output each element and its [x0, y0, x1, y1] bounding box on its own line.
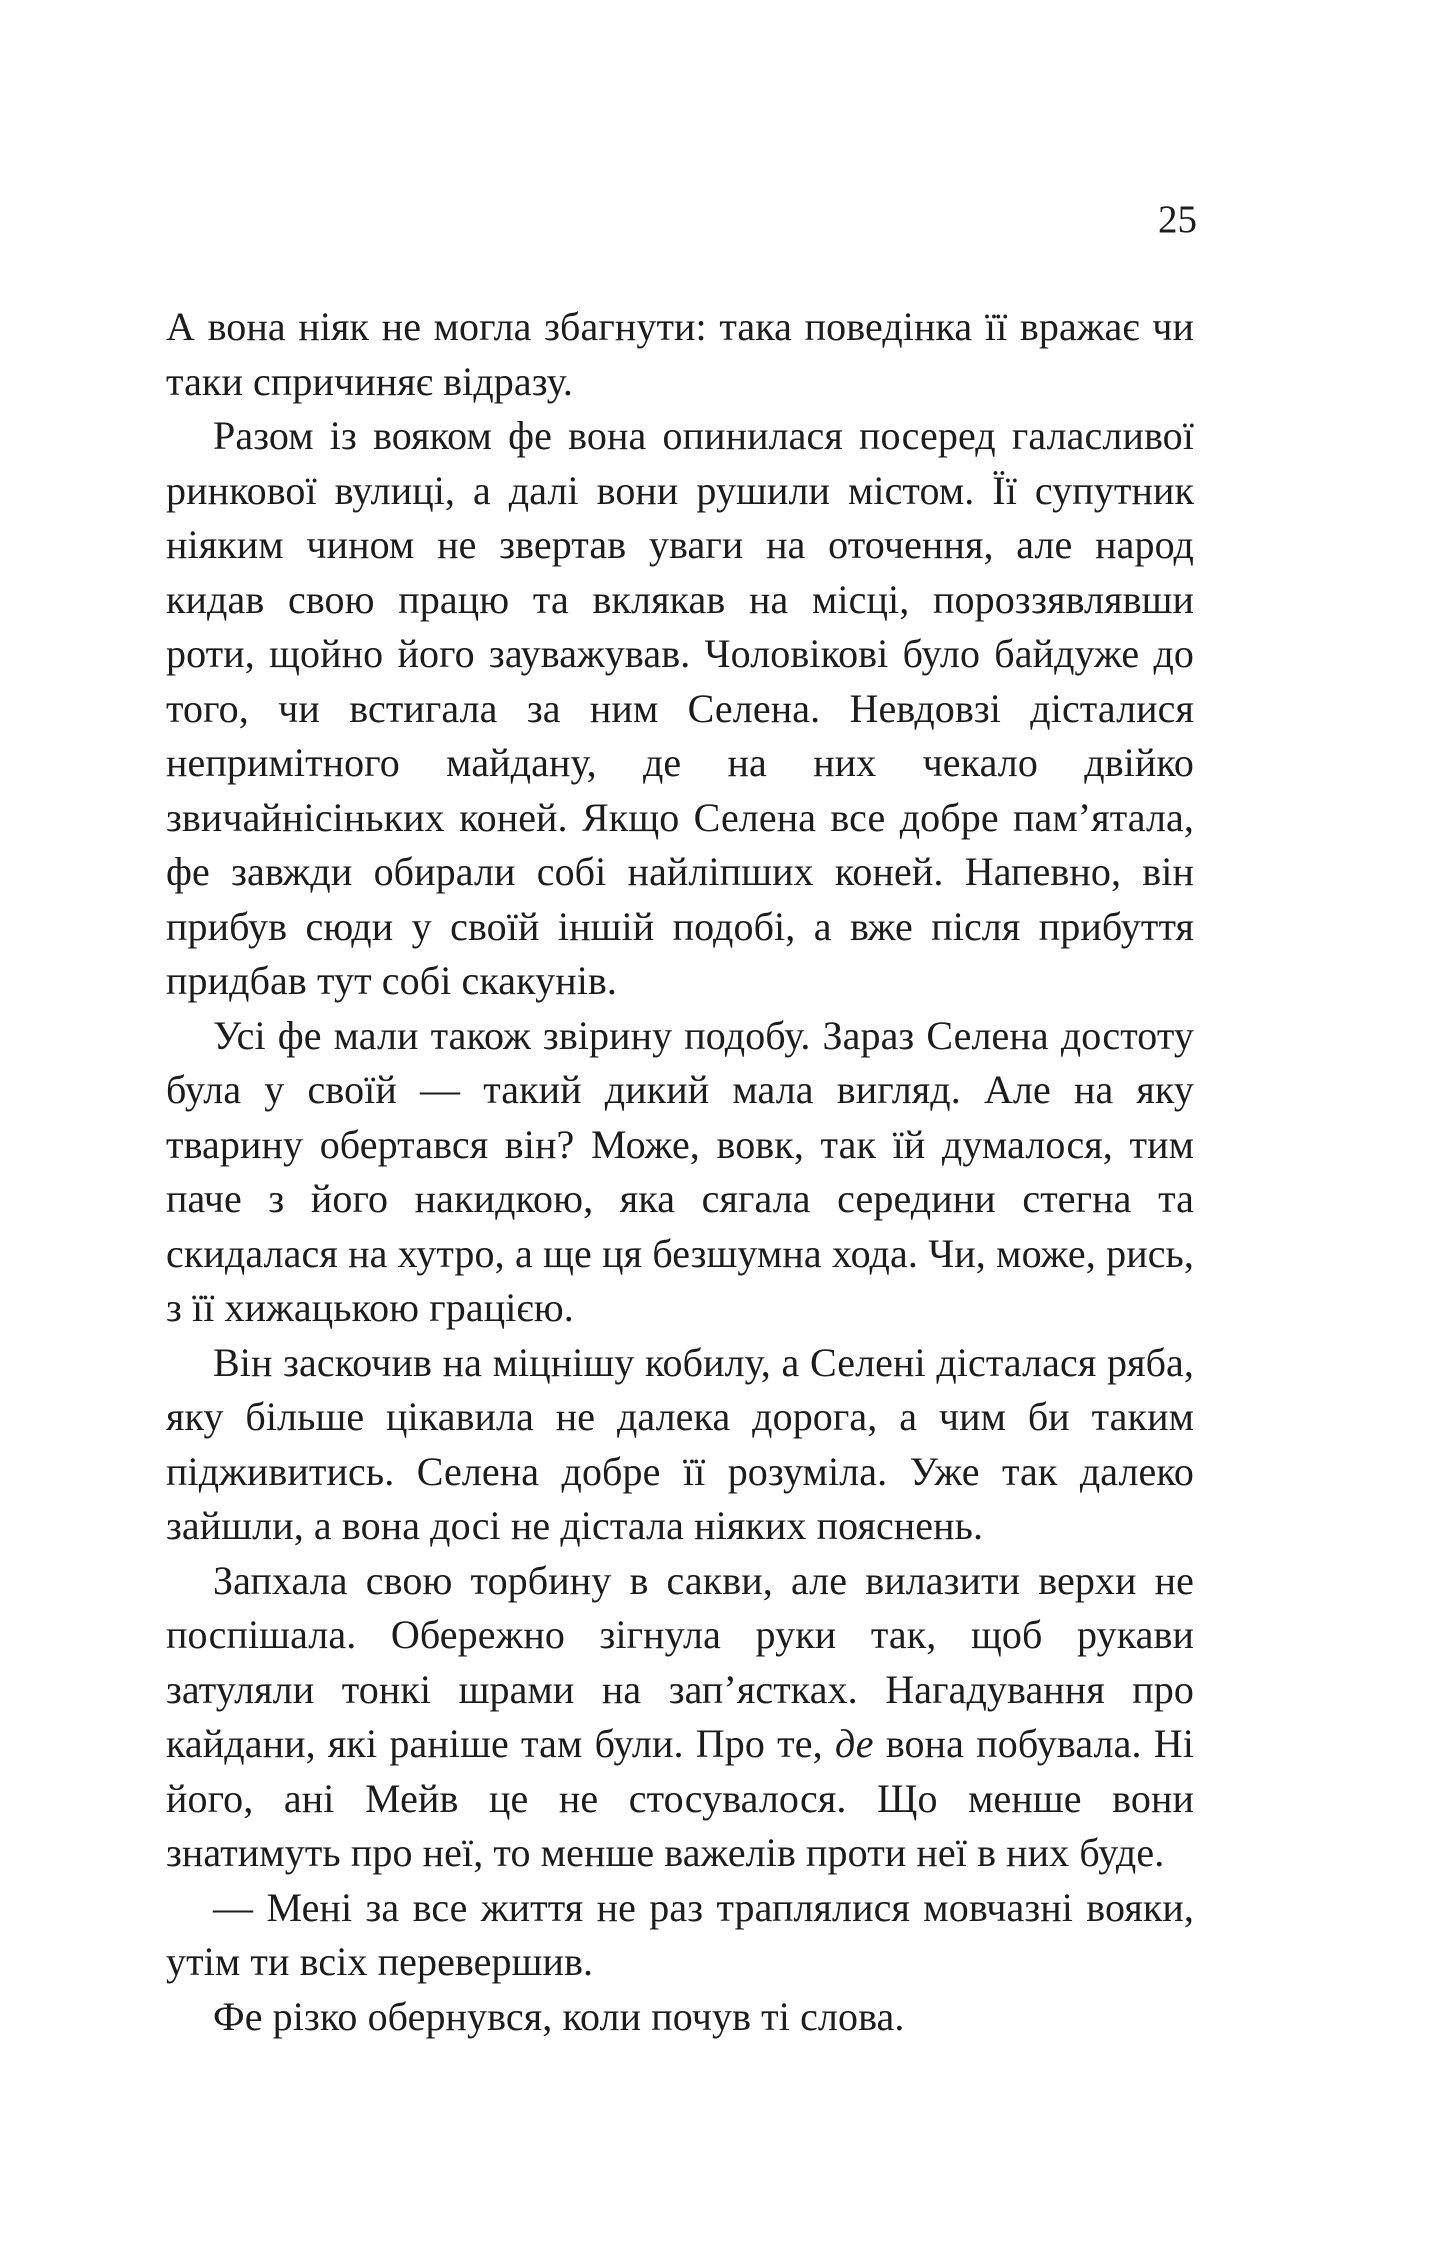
paragraph-text: Запхала свою торбину в сакви, але вилазити верхи не поспішала. Обережно зігнула руки так, щоб рукави затуляли тонкі шрами на зап’ястках. Нагадування про кайдани, які раніше там були. Про те, [166, 1557, 1194, 1766]
italic-word: де [834, 1721, 874, 1766]
paragraph: Разом із вояком фе вона опинилася посеред галасливої ринкової вулиці, а далі вони рушили містом. Її супутник ніяким чином не звертав уваги на оточення, але народ кидав свою працю та вклякав на місці, пороззявлявши роти, щойно його зауважував. Чоловікові було байдуже до того, чи встигала за ним Селена. Невдовзі дісталися непримітного майдану, де на них чекало двійко звичайнісіньких коней. Якщо Селена все добре пам’ятала, фе завжди обирали собі найліпших коней. Напевно, він прибув сюди у своїй іншій подобі, а вже після прибуття придбав тут собі скакунів. [166, 413, 1194, 1003]
paragraph-text: вона побувала. Ні його, ані Мейв це не стосувалося. Що менше вони знатимуть про неї, то менше важелів проти неї в них буде. [166, 1721, 1194, 1875]
paragraph: Фе різко обернувся, коли почув ті слова. [213, 1993, 905, 2039]
page-number: 25 [1158, 198, 1197, 241]
text-body [166, 300, 1194, 2044]
paragraph: А вона ніяк не могла збагнути: така поведінка її вражає чи таки спричиняє відразу. [166, 304, 1194, 404]
paragraph: Він заскочив на міцнішу кобилу, а Селені дісталася ряба, яку більше цікавила не далека дорога, а чим би таким підживитись. Селена добре її розуміла. Уже так далеко зайшли, а вона досі не дістала ніяких пояснень. [166, 1339, 1194, 1548]
paragraph [166, 1554, 1194, 1881]
paragraph: Усі фе мали також звірину подобу. Зараз Селена достоту була у своїй — такий дикий мала вигляд. Але на яку тварину обертався він? Може, вовк, так їй думалося, тим паче з його накидкою, яка сягала середини стегна та скидалася на хутро, а ще ця безшумна хода. Чи, може, рись, з її хижацькою грацією. [166, 1012, 1194, 1330]
dialogue-paragraph: — Мені за все життя не раз траплялися мовчазні вояки, утім ти всіх перевершив. [166, 1884, 1194, 1984]
